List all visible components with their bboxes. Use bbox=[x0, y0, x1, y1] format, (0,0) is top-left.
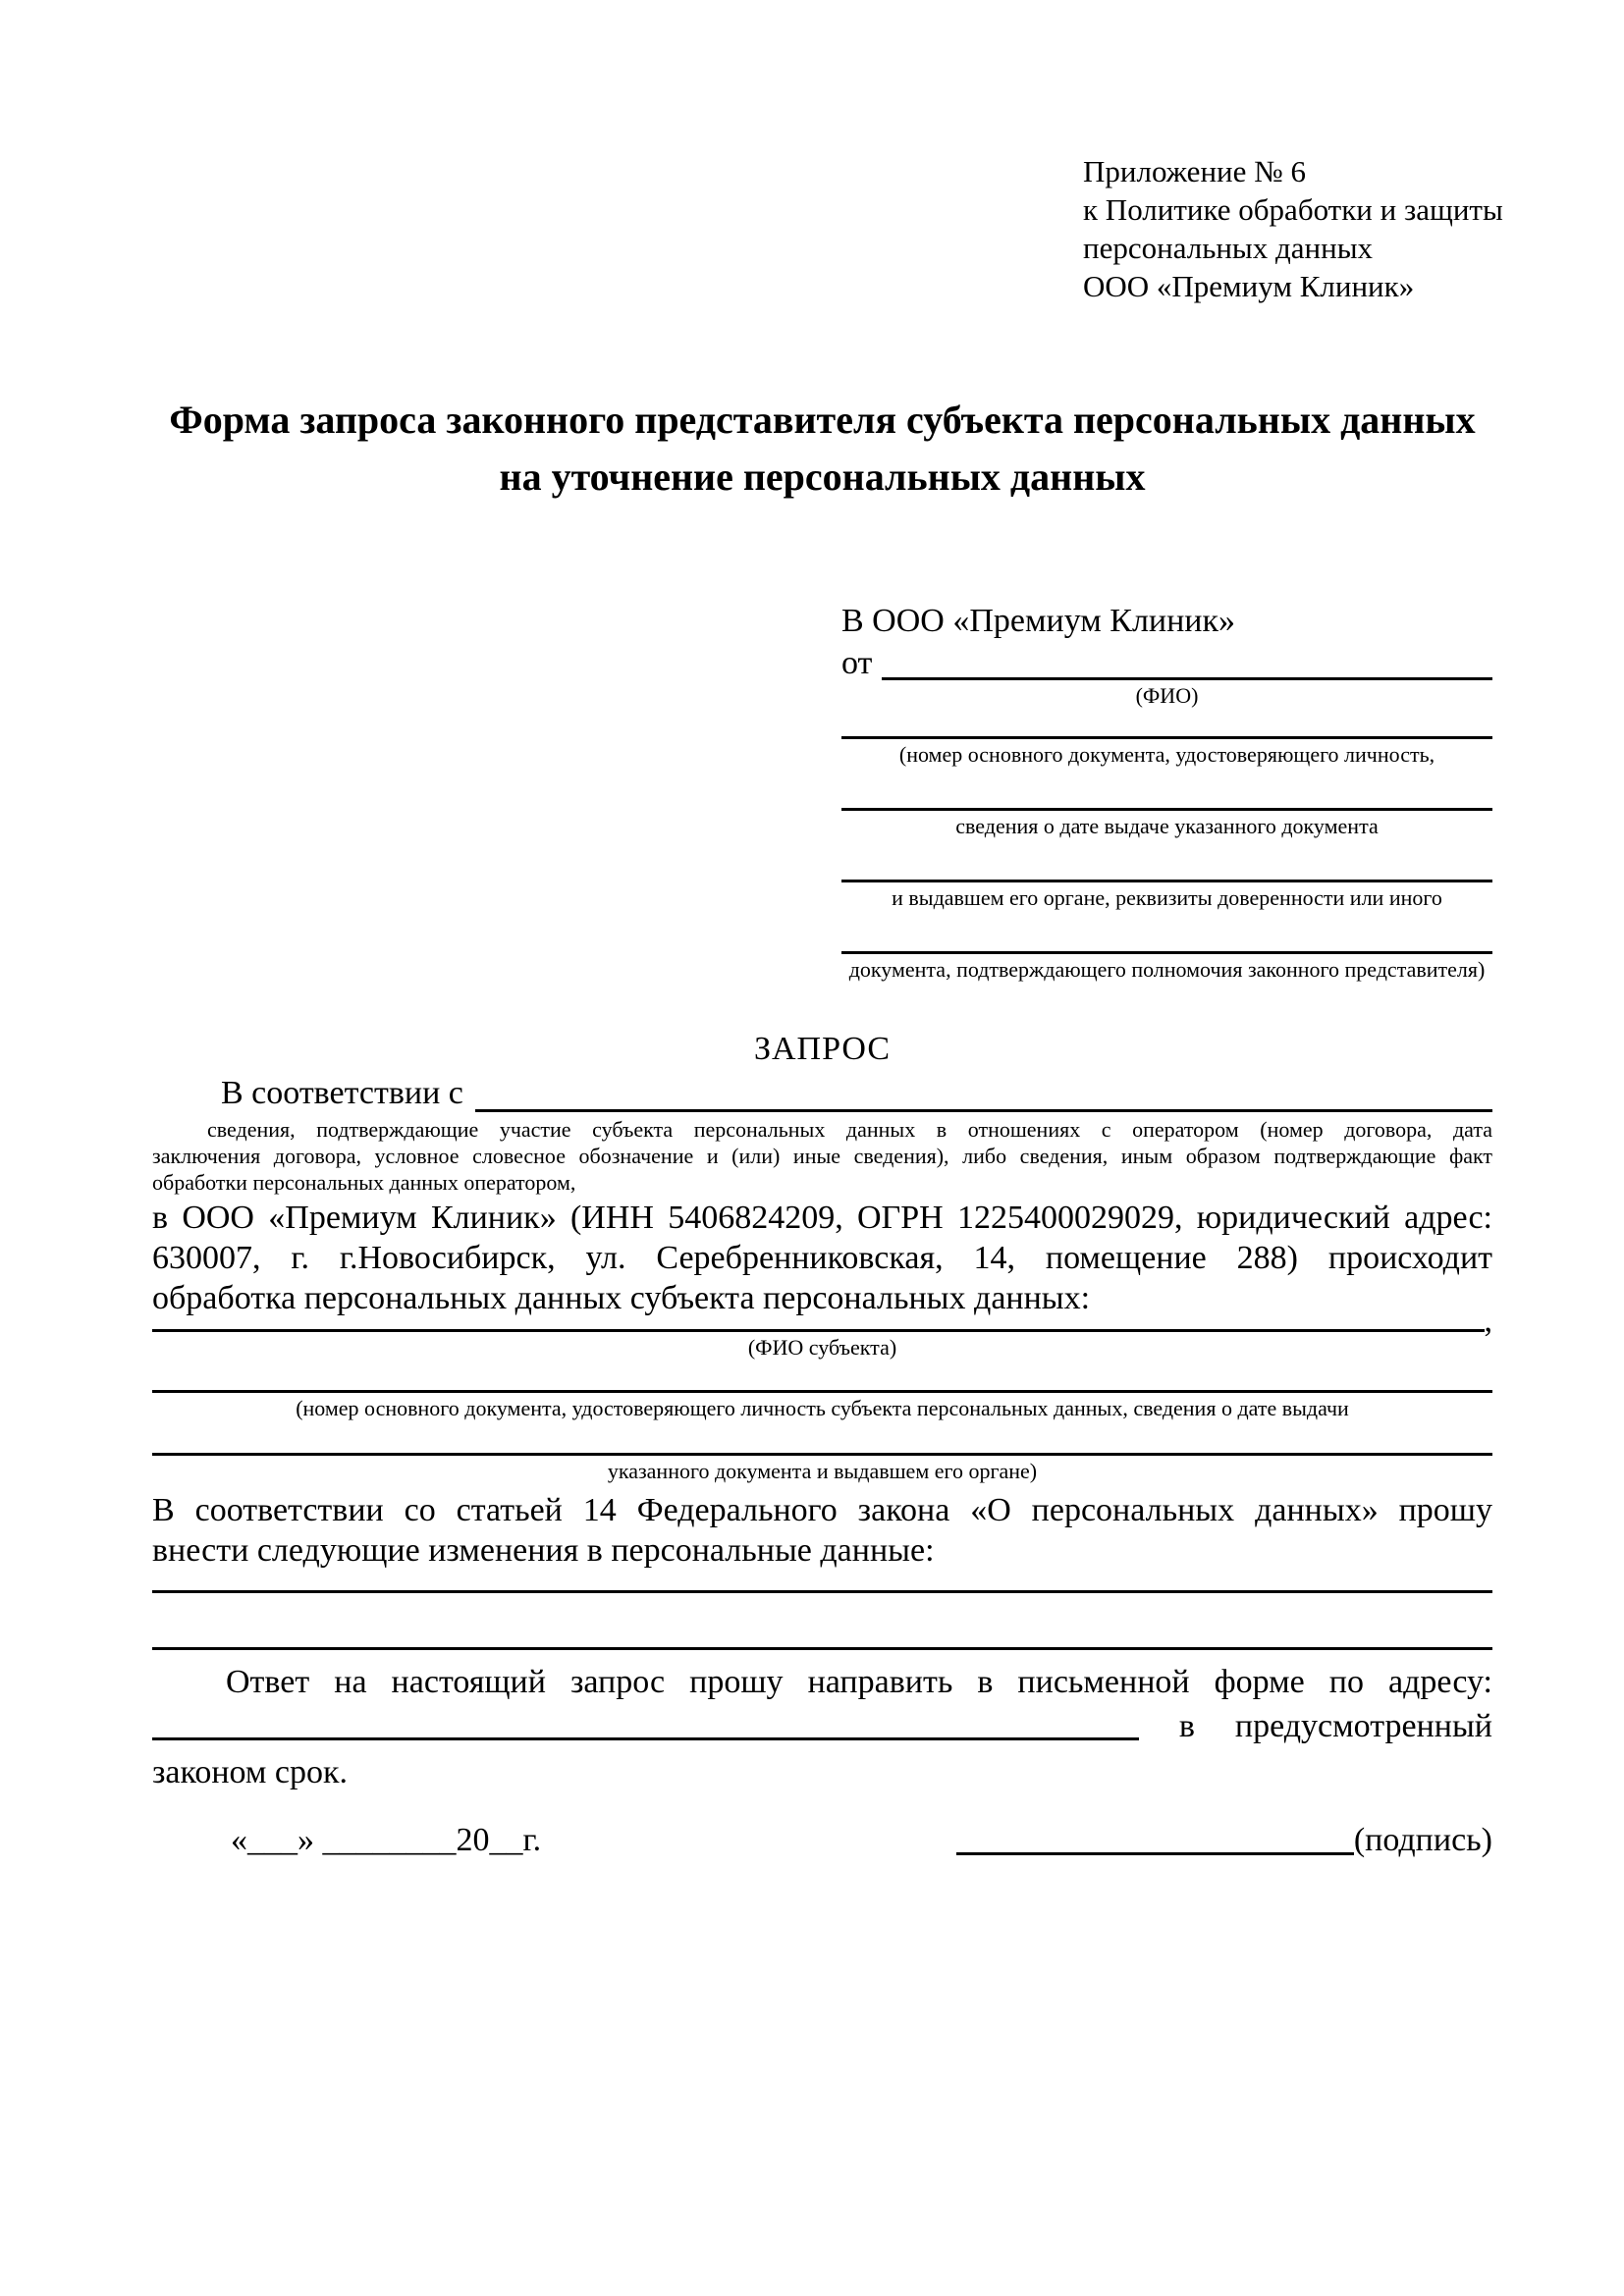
field-line bbox=[841, 711, 1492, 739]
subject-fio-row bbox=[152, 1303, 1492, 1339]
article-paragraph-line: внести следующие изменения в персональные данные: bbox=[152, 1532, 935, 1569]
appendix-line: Приложение № 6 bbox=[1083, 154, 1306, 188]
date-signature-row bbox=[152, 1820, 1492, 1861]
representative-document-field bbox=[841, 854, 1492, 911]
operator-paragraph-line: 630007, г. г.Новосибирск, ул. Серебренниковская, 14, помещение 288) происходит bbox=[152, 1240, 1492, 1276]
field-line bbox=[841, 782, 1492, 811]
accordance-field-line bbox=[475, 1109, 1492, 1112]
changes-field-line bbox=[152, 1593, 1492, 1650]
accordance-row bbox=[152, 1075, 1492, 1112]
field-caption: (номер основного документа, удостоверяющего личность, bbox=[898, 742, 1435, 767]
subject-fio-comma: , bbox=[1484, 1303, 1492, 1339]
appendix-line: к Политике обработки и защиты bbox=[1083, 192, 1503, 227]
changes-field-line bbox=[152, 1571, 1492, 1593]
representative-document-field bbox=[841, 782, 1492, 839]
accordance-note-line: обработки персональных данных оператором, bbox=[152, 1170, 576, 1195]
representative-fio-field-line bbox=[882, 677, 1492, 680]
answer-paragraph-line: Ответ на настоящий запрос прошу направить в письменной форме по адресу: bbox=[226, 1664, 1492, 1700]
appendix-line: ООО «Премиум Клиник» bbox=[1083, 269, 1415, 303]
representative-document-field bbox=[841, 711, 1492, 768]
answer-word: предусмотренный bbox=[1234, 1708, 1492, 1744]
accordance-note-line: заключения договора, условное словесное обозначение и (или) иные сведения), либо сведения, иным образом подтверждающие факт bbox=[152, 1144, 1492, 1168]
field-caption: (номер основного документа, удостоверяющего личность субъекта персональных данных, сведения о дате выдачи bbox=[296, 1396, 1349, 1420]
fio-caption: (ФИО) bbox=[1135, 683, 1199, 708]
field-line bbox=[841, 854, 1492, 882]
accordance-prefix: В соответствии с bbox=[221, 1075, 463, 1111]
subject-document-field bbox=[152, 1362, 1492, 1421]
answer-paragraph-end: законом срок. bbox=[152, 1754, 348, 1790]
form-title-line-2: на уточнение персональных данных bbox=[499, 454, 1146, 499]
signature-group bbox=[956, 1820, 1492, 1861]
form-title-line-1: Форма запроса законного представителя субъекта персональных данных bbox=[169, 398, 1476, 442]
date-field: «___» ________20__г. bbox=[231, 1822, 542, 1858]
subject-fio-caption: (ФИО субъекта) bbox=[747, 1335, 897, 1360]
field-caption: документа, подтверждающего полномочия законного представителя) bbox=[848, 957, 1486, 982]
accordance-note bbox=[152, 1116, 1492, 1196]
operator-paragraph-line: в ООО «Премиум Клиник» (ИНН 5406824209, ОГРН 1225400029029, юридический адрес: bbox=[152, 1200, 1492, 1236]
subject-document-field bbox=[152, 1425, 1492, 1484]
field-caption: и выдавшем его органе, реквизиты доверенности или иного bbox=[892, 885, 1442, 910]
field-line bbox=[152, 1362, 1492, 1393]
addressee-organization: В ООО «Премиум Клиник» bbox=[841, 603, 1236, 639]
operator-paragraph bbox=[152, 1198, 1492, 1318]
from-row bbox=[841, 647, 1492, 680]
representative-document-field bbox=[841, 926, 1492, 983]
answer-address-row bbox=[152, 1706, 1492, 1746]
answer-word: в bbox=[1178, 1708, 1195, 1744]
appendix-block bbox=[1083, 0, 1503, 305]
addressee-block bbox=[841, 600, 1492, 983]
subject-fio-field-line bbox=[152, 1329, 1485, 1332]
from-label: от bbox=[841, 645, 873, 681]
article-paragraph-line: В соответствии со статьей 14 Федерального закона «О персональных данных» прошу bbox=[152, 1492, 1492, 1528]
article-paragraph bbox=[152, 1490, 1492, 1571]
signature-field-line bbox=[956, 1852, 1354, 1855]
form-title bbox=[152, 392, 1492, 506]
signature-caption: (подпись) bbox=[1353, 1822, 1492, 1858]
appendix-line: персональных данных bbox=[1083, 231, 1374, 265]
operator-paragraph-line: обработка персональных данных субъекта персональных данных: bbox=[152, 1280, 1091, 1316]
field-line bbox=[152, 1425, 1492, 1456]
address-field-line bbox=[152, 1737, 1139, 1740]
accordance-note-line: сведения, подтверждающие участие субъекта персональных данных в отношениях с оператором (номер договора, дата bbox=[207, 1117, 1492, 1142]
request-heading: ЗАПРОС bbox=[753, 1031, 892, 1067]
field-caption: сведения о дате выдаче указанного документа bbox=[955, 814, 1379, 838]
field-caption: указанного документа и выдавшем его органе) bbox=[607, 1459, 1038, 1483]
field-line bbox=[841, 926, 1492, 954]
